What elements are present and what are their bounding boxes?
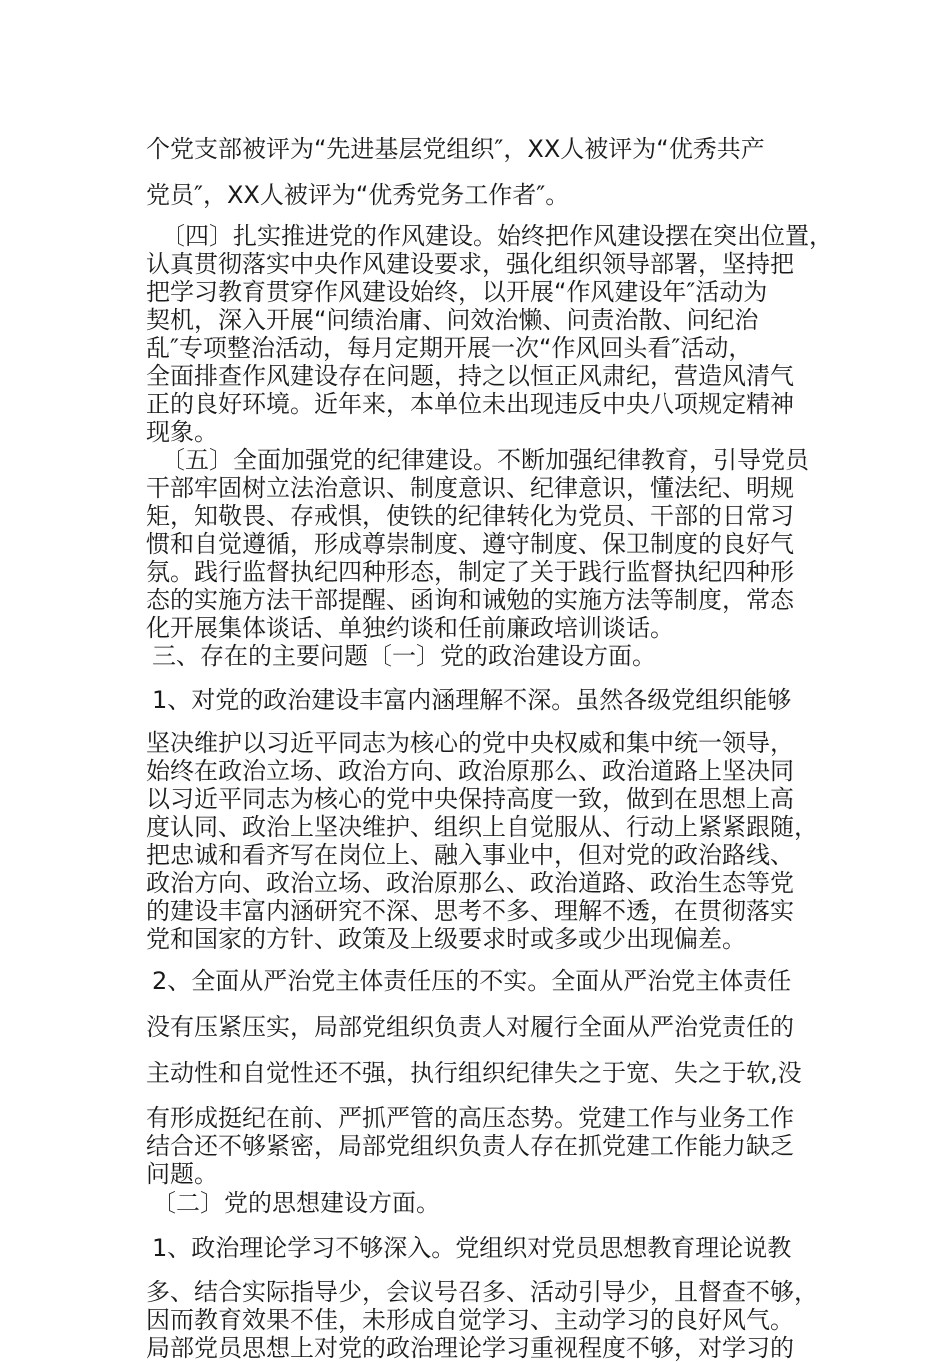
text-line: 多、结合实际指导少，会议号召多、活动引导少，且督查不够， [146, 1278, 818, 1306]
text-line: 的建设丰富内涵研究不深、思考不多、理解不透，在贯彻落实 [146, 897, 794, 925]
text-line: 乱″专项整治活动，每月定期开展一次“作风回头看″活动， [146, 334, 753, 362]
text-line: 现象。 [146, 418, 218, 446]
section-heading: 三、存在的主要问题〔一〕党的政治建设方面。 [152, 642, 656, 670]
text-line: 把学习教育贯穿作风建设始终，以开展“作风建设年″活动为 [146, 278, 768, 306]
text-line: 契机，深入开展“问绩治庸、问效治懒、问责治散、问纪治 [146, 306, 759, 334]
text-line: 态的实施方法干部提醒、函询和诫勉的实施方法等制度，常态 [146, 586, 794, 614]
text-line: 问题。 [146, 1160, 218, 1188]
section-heading: 〔二〕党的思想建设方面。 [152, 1189, 440, 1217]
text-line: 氛。践行监督执纪四种形态，制定了关于践行监督执纪四种形 [146, 558, 794, 586]
text-line: 有形成挺纪在前、严抓严管的高压态势。党建工作与业务工作 [146, 1104, 794, 1132]
text-line: 个党支部被评为“先进基层党组织″，XX人被评为“优秀共产 [146, 135, 765, 163]
text-line: 主动性和自觉性还不强，执行组织纪律失之于宽、失之于软,没 [146, 1059, 802, 1087]
text-line: 以习近平同志为核心的党中央保持高度一致，做到在思想上高 [146, 785, 794, 813]
text-line: 政治方向、政治立场、政治原那么、政治道路、政治生态等党 [146, 869, 794, 897]
text-line: 全面排查作风建设存在问题，持之以恒正风肃纪，营造风清气 [146, 362, 794, 390]
text-line: 干部牢固树立法治意识、制度意识、纪律意识，懂法纪、明规 [146, 474, 794, 502]
text-line: 1、对党的政治建设丰富内涵理解不深。虽然各级党组织能够 [152, 686, 792, 714]
text-line: 化开展集体谈话、单独约谈和任前廉政培训谈话。 [146, 614, 674, 642]
text-line: 〔四〕扎实推进党的作风建设。始终把作风建设摆在突出位置， [161, 222, 833, 250]
text-line: 局部党员思想上对党的政治理论学习重视程度不够，对学习的 [146, 1334, 794, 1362]
text-line: 度认同、政治上坚决维护、组织上自觉服从、行动上紧紧跟随， [146, 813, 818, 841]
text-line: 2、全面从严治党主体责任压的不实。全面从严治党主体责任 [152, 967, 792, 995]
text-line: 1、政治理论学习不够深入。党组织对党员思想教育理论说教 [152, 1234, 792, 1262]
text-line: 坚决维护以习近平同志为核心的党中央权威和集中统一领导， [146, 729, 794, 757]
text-line: 认真贯彻落实中央作风建设要求，强化组织领导部署，坚持把 [146, 250, 794, 278]
text-line: 〔五〕全面加强党的纪律建设。不断加强纪律教育，引导党员 [161, 446, 809, 474]
text-line: 没有压紧压实，局部党组织负责人对履行全面从严治党责任的 [146, 1013, 794, 1041]
text-line: 正的良好环境。近年来，本单位未出现违反中央八项规定精神 [146, 390, 794, 418]
text-line: 始终在政治立场、政治方向、政治原那么、政治道路上坚决同 [146, 757, 794, 785]
text-line: 结合还不够紧密，局部党组织负责人存在抓党建工作能力缺乏 [146, 1132, 794, 1160]
text-line: 把忠诚和看齐写在岗位上、融入事业中，但对党的政治路线、 [146, 841, 794, 869]
text-line: 党和国家的方针、政策及上级要求时或多或少出现偏差。 [146, 925, 746, 953]
text-line: 因而教育效果不佳，未形成自觉学习、主动学习的良好风气。 [146, 1306, 794, 1334]
text-line: 惯和自觉遵循，形成尊崇制度、遵守制度、保卫制度的良好气 [146, 530, 794, 558]
text-line: 党员″，XX人被评为“优秀党务工作者″。 [146, 181, 570, 209]
text-line: 矩，知敬畏、存戒惧，使铁的纪律转化为党员、干部的日常习 [146, 502, 794, 530]
